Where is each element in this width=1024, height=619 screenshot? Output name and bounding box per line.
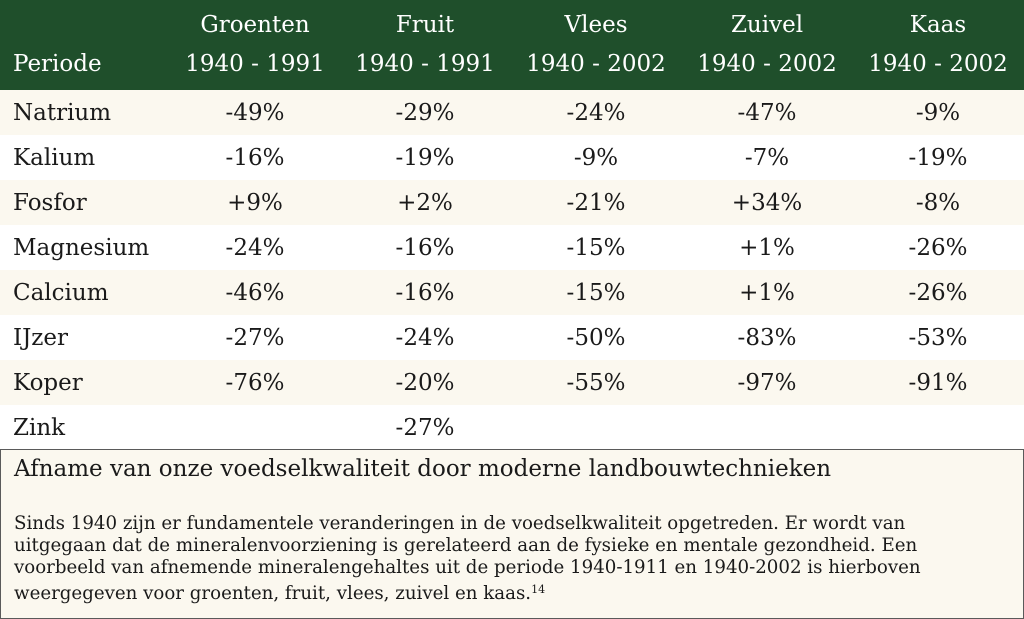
row-label: Koper xyxy=(13,369,83,396)
table-cell: -16% xyxy=(395,234,455,261)
header-cell-groenten: Groenten xyxy=(200,12,310,38)
table-cell: -46% xyxy=(225,279,285,306)
table-row xyxy=(0,180,1024,225)
table-cell: -21% xyxy=(566,189,626,216)
header-cell-periode: Periode xyxy=(13,51,102,77)
table-cell: -9% xyxy=(573,144,619,171)
header-cell-period: 1940 - 2002 xyxy=(697,51,837,77)
table-cell: -26% xyxy=(908,234,968,261)
table-row xyxy=(0,270,1024,315)
caption-line: uitgegaan dat de mineralenvoorziening is gerelateerd aan de fysieke en mentale gezondheid. Een xyxy=(14,535,918,556)
caption-paragraph xyxy=(14,513,1014,605)
row-label: Kalium xyxy=(13,144,96,171)
table-cell: -97% xyxy=(737,369,797,396)
header-cell-period: 1940 - 1991 xyxy=(185,51,325,77)
table-row xyxy=(0,90,1024,135)
table-cell xyxy=(682,405,852,450)
table-row xyxy=(0,135,1024,180)
table-cell: -26% xyxy=(908,279,968,306)
row-label: Fosfor xyxy=(13,189,87,216)
table-cell: -76% xyxy=(225,369,285,396)
caption-line-last xyxy=(14,579,1014,605)
table-cell: +2% xyxy=(397,189,453,216)
table-cell: -55% xyxy=(566,369,626,396)
header-cell-period: 1940 - 2002 xyxy=(868,51,1008,77)
header-cell-period: 1940 - 2002 xyxy=(526,51,666,77)
row-label: Natrium xyxy=(13,99,112,126)
table-cell: -53% xyxy=(908,324,968,351)
table-cell: -16% xyxy=(225,144,285,171)
header-row-categories xyxy=(0,0,1024,38)
table-cell: -50% xyxy=(566,324,626,351)
table-cell: -91% xyxy=(908,369,968,396)
table-cell: -27% xyxy=(395,414,455,441)
header-cell-period: 1940 - 1991 xyxy=(355,51,495,77)
caption-box xyxy=(0,449,1024,619)
table-cell xyxy=(852,405,1024,450)
table-cell: -20% xyxy=(395,369,455,396)
header-cell-zuivel: Zuivel xyxy=(730,12,804,38)
caption-line: voorbeeld van afnemende mineralengehaltes uit de periode 1940-1911 en 1940-2002 is hierboven xyxy=(14,557,921,578)
footnote-reference[interactable]: 14 xyxy=(531,583,546,596)
header-cell-kaas: Kaas xyxy=(909,12,967,38)
header-cell-vlees: Vlees xyxy=(564,12,628,38)
table-body xyxy=(0,90,1024,450)
table-cell: -29% xyxy=(395,99,455,126)
table-cell: -24% xyxy=(566,99,626,126)
table-cell: -8% xyxy=(915,189,961,216)
row-label: Calcium xyxy=(13,279,109,306)
table-row xyxy=(0,360,1024,405)
table-cell: -27% xyxy=(225,324,285,351)
row-label: Magnesium xyxy=(13,234,150,261)
header-cell-fruit: Fruit xyxy=(395,12,455,38)
table-cell xyxy=(170,405,340,450)
table-cell: -83% xyxy=(737,324,797,351)
caption-title: Afname van onze voedselkwaliteit door moderne landbouwtechnieken xyxy=(14,456,832,482)
table-row xyxy=(0,315,1024,360)
row-label: IJzer xyxy=(13,324,69,351)
table-header xyxy=(0,0,1024,90)
table-cell: -16% xyxy=(395,279,455,306)
table-cell xyxy=(510,405,682,450)
table-row xyxy=(0,405,1024,450)
table-cell: -15% xyxy=(566,279,626,306)
table-cell: -19% xyxy=(908,144,968,171)
table-cell: -19% xyxy=(395,144,455,171)
table-cell: -24% xyxy=(395,324,455,351)
header-row-periods xyxy=(0,38,1024,90)
table-cell: +34% xyxy=(731,189,803,216)
table-cell: -7% xyxy=(744,144,790,171)
table-cell: +9% xyxy=(227,189,283,216)
table-cell: +1% xyxy=(739,234,795,261)
table-cell: -49% xyxy=(225,99,285,126)
table-row xyxy=(0,225,1024,270)
table-cell: -15% xyxy=(566,234,626,261)
caption-line: Sinds 1940 zijn er fundamentele veranderingen in de voedselkwaliteit opgetreden. Er wordt van xyxy=(14,513,906,534)
table-cell: -47% xyxy=(737,99,797,126)
table-cell: +1% xyxy=(739,279,795,306)
caption-line-text: weergegeven voor groenten, fruit, vlees, zuivel en kaas. xyxy=(14,583,532,604)
table-cell: -24% xyxy=(225,234,285,261)
table-cell: -9% xyxy=(915,99,961,126)
header-cell-blank xyxy=(0,0,170,38)
row-label: Zink xyxy=(13,414,66,441)
